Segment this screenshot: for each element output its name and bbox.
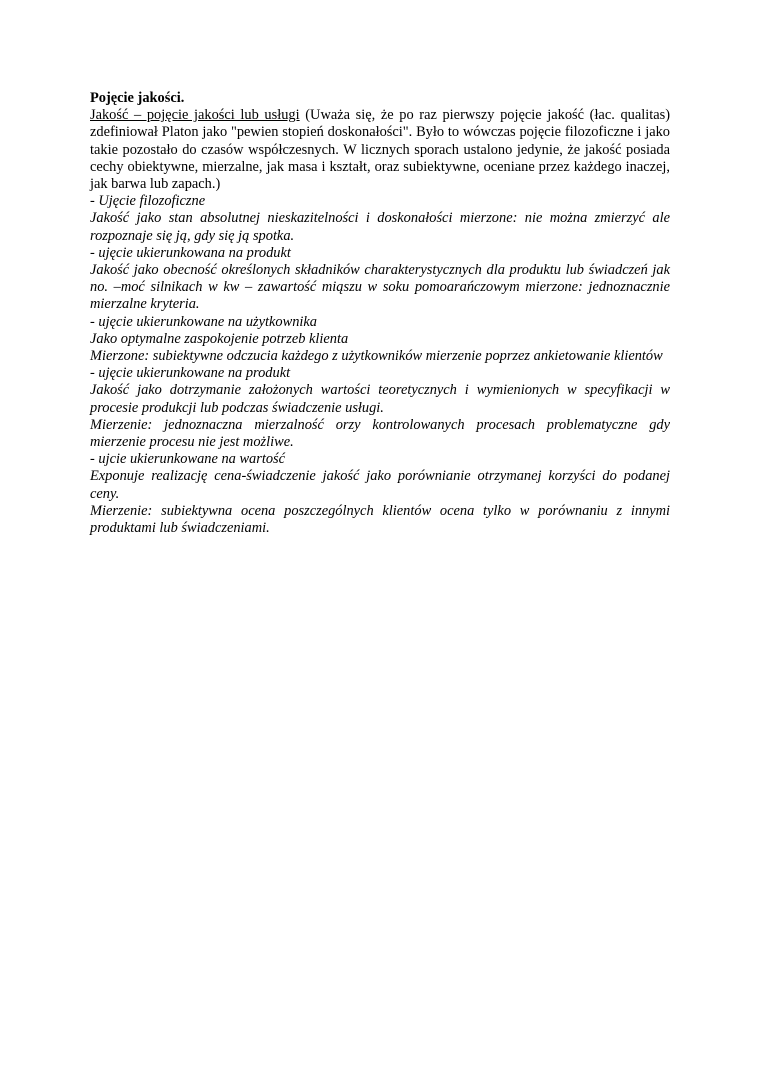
- paragraph-value-oriented: Exponuje realizację cena-świadczenie jakość jako porównianie otrzymanej korzyści do podanej ceny.: [90, 468, 670, 502]
- paragraph-user-measurement: Mierzone: subiektywne odczucia każdego z użytkowników mierzenie poprzez ankietowanie klientów: [90, 348, 663, 365]
- heading-product-oriented: - ujęcie ukierunkowana na produkt: [90, 244, 291, 261]
- intro-text: (Uważa się, że po raz pierwszy pojęcie jakość (łac. qualitas) zdefiniował Platon jako "pewien stopień doskonałości". Było to wówczas pojęcie filozoficzne i jako takie pozostało do czasów współczesnych. W licznych sporach ustalono jedynie, że jakość posiada cechy obiektywne, mierzalne, jak masa i kształt, oraz subiektywne, oceniane przez każdego inaczej, jak barwa lub zapach.): [90, 107, 670, 193]
- heading-value-oriented: - ujcie ukierunkowane na wartość: [90, 451, 286, 468]
- document-body: [90, 90, 670, 537]
- intro-paragraph: [90, 107, 670, 193]
- heading-philosophical: - Ujęcie filozoficzne: [90, 193, 206, 210]
- paragraph-value-measurement: Mierzenie: subiektywna ocena poszczególnych klientów ocena tylko w porównaniu z innymi produktami lub świadczeniami.: [90, 502, 670, 537]
- paragraph-product-oriented: Jakość jako obecność określonych składników charakterystycznych dla produktu lub świadczeń jak no. –moć silnikach w kw – zawartość miąszu w soku pomoarańczowym mierzone: jednoznacznie mierzalne kryteria.: [90, 262, 670, 313]
- paragraph-philosophical: Jakość jako stan absolutnej nieskazitelności i doskonałości mierzone: nie można zmierzyć ale rozpoznaje się ją, gdy się ją spotka.: [90, 210, 670, 244]
- document-title: Pojęcie jakości.: [90, 90, 185, 106]
- intro-term: Jakość – pojęcie jakości lub usługi: [90, 107, 300, 124]
- paragraph-user-oriented: Jako optymalne zaspokojenie potrzeb klienta: [90, 330, 349, 347]
- paragraph-production-oriented: Jakość jako dotrzymanie założonych wartości teoretycznych i wymienionych w specyfikacji w procesie produkcji lub podczas świadczenie usługi.: [90, 382, 670, 416]
- heading-user-oriented: - ujęcie ukierunkowane na użytkownika: [90, 313, 317, 330]
- paragraph-production-measurement: Mierzenie: jednoznaczna mierzalność orzy kontrolowanych procesach problematyczne gdy mierzenie procesu nie jest możliwe.: [90, 416, 670, 451]
- heading-production-oriented: - ujęcie ukierunkowane na produkt: [90, 365, 291, 382]
